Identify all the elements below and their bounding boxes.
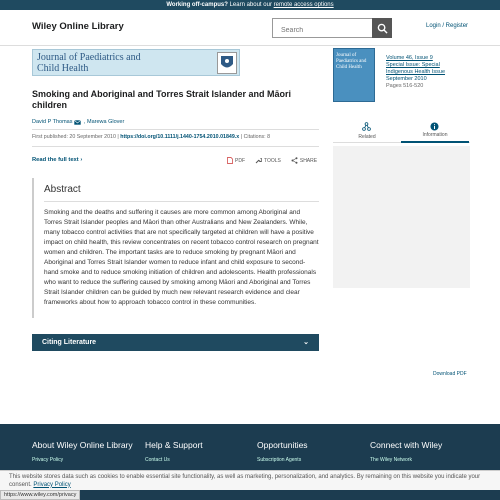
footer-heading-opportunities: Opportunities [257, 440, 308, 450]
citations-count[interactable]: Citations: 8 [243, 134, 271, 140]
issue-date: September 2010 [386, 76, 427, 82]
search-box [272, 18, 392, 38]
email-icon[interactable] [74, 120, 81, 125]
info-icon [430, 122, 439, 131]
search-input[interactable] [273, 22, 373, 40]
read-full-text-label: Read the full text [32, 157, 79, 163]
chevron-right-icon: › [80, 157, 83, 163]
doi-link[interactable]: https://doi.org/10.1111/j.1440-1754.2010.01849.x [120, 134, 240, 140]
search-icon [377, 23, 388, 34]
tools-button[interactable] [255, 157, 281, 164]
author-link[interactable]: David P Thomas [32, 119, 73, 125]
divider [44, 201, 319, 202]
footer-heading-connect: Connect with Wiley [370, 440, 443, 450]
special-issue-link[interactable]: Special Issue: Special [386, 62, 440, 68]
information-panel [333, 146, 470, 288]
wrench-icon [255, 157, 262, 164]
pipe-separator: | [240, 134, 244, 140]
cookie-text: This website stores data such as cookies to enable essential site functionality, as well as marketing, personalization, and analytics. By remaining on this website you indicate your consent. [9, 474, 481, 488]
special-issue-link-line2[interactable]: Indigenous Health Issue [386, 69, 446, 75]
network-icon [362, 122, 371, 131]
journal-banner[interactable] [32, 49, 240, 76]
remote-access-bold: Working off-campus? [166, 2, 228, 8]
abstract-text: Smoking and the deaths and suffering it causes are more common among Aboriginal and Torres Strait Islander peoples and Māori than other Australians and New Zealanders. While, many tobacco control activities that are not specifically targeted at children will have a positive impact on child health, this review concentrates on recent tobacco control research on pregnant women and children. The important tasks are to reduce smoking by pregnant Māori and Aboriginal and Torres Strait Islander women to reduce infant and child exposure to second-hand smoke and to reduce smoking initiation of children and adolescents. Health professionals who want to reduce the suffering caused by smoking among Māori and Aboriginal and Torres Strait Islander children can be guided by much new relevant research evidence and clear frameworks about how to approach tobacco control in these communities. [44, 209, 319, 306]
issue-info [386, 55, 445, 90]
article-title: Smoking and Aboriginal and Torres Strait Islander and Māori children [32, 89, 292, 110]
divider [32, 146, 319, 147]
tab-information-label: Information [422, 132, 448, 138]
cookie-banner [0, 470, 500, 490]
author-list [32, 119, 124, 125]
article-tools [227, 157, 317, 164]
citing-literature-accordion[interactable] [32, 334, 319, 351]
download-pdf-link[interactable]: Download PDF [433, 371, 467, 377]
footer-link[interactable]: The Wiley Network [370, 457, 412, 463]
search-button[interactable] [372, 18, 392, 38]
publication-info [32, 134, 270, 140]
journal-cover-image[interactable] [333, 48, 375, 102]
author-link[interactable]: Marewa Glover [87, 119, 125, 125]
share-icon [291, 157, 298, 164]
tab-related-label: Related [358, 134, 376, 140]
site-header [0, 10, 500, 46]
footer-heading-help: Help & Support [145, 440, 203, 450]
divider [32, 129, 319, 130]
first-published-date: 20 September 2010 [69, 134, 116, 140]
tools-label: TOOLS [264, 157, 281, 164]
tab-information[interactable] [401, 118, 469, 143]
remote-access-link[interactable]: remote access options [273, 2, 334, 8]
banner-title-line1: Journal of Paediatrics and [37, 52, 141, 63]
chevron-down-icon: ⌄ [303, 339, 309, 346]
citing-literature-label: Citing Literature [42, 339, 97, 346]
wiley-logo[interactable]: Wiley Online Library [32, 21, 124, 32]
footer-link[interactable]: Privacy Policy [32, 457, 64, 463]
read-full-text-link[interactable] [32, 157, 82, 163]
pdf-icon [227, 157, 233, 164]
first-published-label: First published: [32, 134, 70, 140]
remote-access-bar [0, 0, 500, 10]
pipe-separator: | [117, 134, 121, 140]
share-button[interactable] [291, 157, 317, 164]
remote-access-text: Learn about our [227, 2, 274, 8]
browser-status-bar: https://www.wiley.com/privacy [0, 490, 80, 500]
share-label: SHARE [299, 157, 318, 164]
pdf-button[interactable] [227, 157, 245, 164]
banner-title-line2: Child Health [37, 63, 89, 74]
privacy-policy-link[interactable]: Privacy Policy [33, 481, 71, 488]
login-register-link[interactable]: Login / Register [426, 23, 469, 29]
footer-link[interactable]: Subscription Agents [257, 457, 302, 463]
issue-link[interactable]: Volume 46, Issue 9 [386, 55, 433, 61]
author-separator: , [83, 119, 85, 125]
tab-related[interactable] [333, 118, 401, 143]
cover-title-line1: Journal of [336, 53, 357, 58]
crest-icon [217, 52, 237, 74]
abstract-section [32, 178, 319, 318]
sidebar-tabs [333, 118, 470, 143]
footer-heading-about: About Wiley Online Library [32, 440, 133, 450]
abstract-heading: Abstract [44, 184, 81, 195]
cover-title-line2: Paediatrics and [336, 59, 367, 64]
cover-title-line3: Child Health [336, 65, 362, 70]
pdf-label: PDF [235, 157, 245, 164]
footer-link[interactable]: Contact Us [145, 457, 170, 463]
issue-pages: Pages 516-520 [386, 83, 424, 89]
